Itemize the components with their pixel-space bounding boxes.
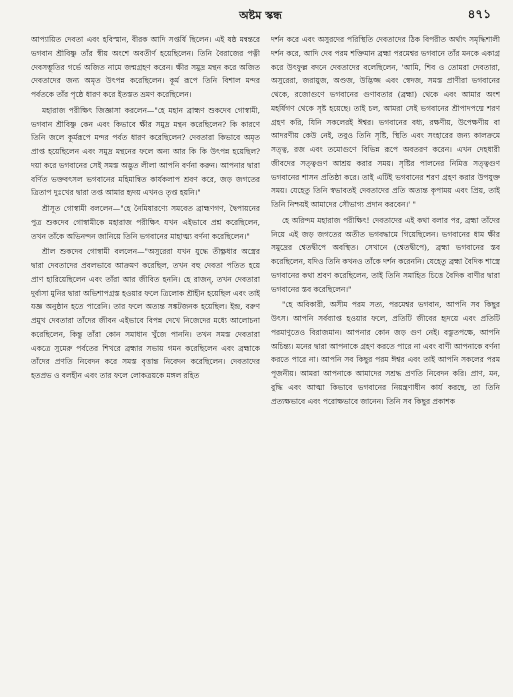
- paragraph: আপ্যায়িত দেবতা এবং হবিস্মান, বীরক আদি সপ্তর্ষি ছিলেন। এই ষষ্ঠ মন্বন্তরে ভগবান শ্রীবিষ্ণু তাঁর স্বীয় অংশে অবতীর্ণ হয়েছিলেন। তিনি বৈরাজের পত্নী দেবসম্ভূতির গর্ভে অজিত নামে জন্মগ্রহণ করেন। ক্ষীর সমুদ্র মন্থন করে অজিত দেবতাদের জন্য অমৃত উৎপন্ন করেছিলেন। কূর্ম রূপে তিনি বিশাল মন্দর পর্বতকে তাঁর পৃষ্ঠে ধারণ করে ইতস্তত ভ্রমণ করেছিলেন।: [31, 35, 260, 99]
- paragraph: মহারাজ পরীক্ষিৎ জিজ্ঞাসা করলেন—"হে মহান ব্রাহ্মণ শুকদেব গোস্বামী, ভগবান শ্রীবিষ্ণু কেন এবং কিভাবে ক্ষীর সমুদ্র মন্থন করেছিলেন? কি কারণে তিনি জলে কূর্মরূপে মন্দর পর্বত ধারণ করেছিলেন? দেবতারা কিভাবে অমৃত প্রাপ্ত হয়েছিলেন এবং সমুদ্র মন্থনের ফলে অন্য আর কি কি উৎপন্ন হয়েছিল? দয়া করে ভগবানের সেই সমস্ত অদ্ভুত লীলা আপনি বর্ণনা করুন। আপনার দ্বারা বর্ণিত ভক্তবৎসল ভগবানের মহিমান্বিত কার্যকলাপ শ্রবণ করে, জড় জগতের ত্রিতাপ দুঃখের দ্বারা তপ্ত আমার হৃদয় এখনও তৃপ্ত হয়নি।": [31, 105, 260, 198]
- page-header: [30, 4, 491, 24]
- right-column: [271, 33, 500, 688]
- page-number: ৪৭১: [467, 7, 491, 21]
- paragraph: দর্শন করে এবং অসুরদের পরিস্থিতি দেবতাদের ঠিক বিপরীত অর্থাৎ সমৃদ্ধিশালী দর্শন করে, আদি দেব পরম শক্তিমান ব্রহ্মা পরমেশ্বর ভগবানে তাঁর মনকে একাগ্র করে উৎফুল্ল বদনে দেবতাদের বলেছিলেন, 'আমি, শিব ও তোমরা দেবতারা, অসুরেরা, জরায়ুজ, অণ্ডজ, উদ্ভিজ্জ এবং স্বেদজ, সমস্ত প্রাণীরা ভগবানের থেকে, রজোগুণে ভগবানের গুণাবতার (ব্রহ্মা) থেকে এবং আমার অংশ মহর্ষিগণ থেকে সৃষ্ট হয়েছে। তাই চল, আমরা সেই ভগবানের শ্রীপাদপদ্মে শরণ গ্রহণ করি, যিনি সকলেরই ঈশ্বর। ভগবানের বধ্য, রক্ষণীয়, উপেক্ষণীয় বা আদরণীয় কেউ নেই, তবুও তিনি সৃষ্টি, স্থিতি এবং সংহারের জন্য কালক্রমে সত্ত্ব, রজ এবং তমোগুণে বিভিন্ন রূপে অবতরণ করেন। এখন দেহধারী জীবদের সত্ত্বগুণ আশ্রয় করার সময়। সৃষ্টির পালনের নিমিত্ত সত্ত্বগুণ ভগবানের শাসন প্রতিষ্ঠা করে। তাই এটিই ভগবানের শরণ গ্রহণ করার উপযুক্ত সময়। যেহেতু তিনি স্বভাবতই দেবতাদের প্রতি অত্যন্ত কৃপাময় এবং প্রিয়, তাই তিনি নিশ্চয়ই আমাদের সৌভাগ্য প্রদান করবেন।' ": [271, 35, 500, 209]
- running-head: অষ্টম স্কন্ধ: [239, 9, 282, 22]
- paragraph: "হে অবিকারী, অসীম পরম সত্য, পরমেশ্বর ভগবান, আপনি সব কিছুর উৎস। আপনি সর্বব্যাপ্ত হওয়ার ফলে, প্রতিটি জীবের হৃদয়ে এবং প্রতিটি পরমাণুতেও বিরাজমান। আপনার কোন জড় গুণ নেই। বস্তুতপক্ষে, আপনি অচিন্ত্য। মনের দ্বারা আপনাকে গ্রহণ করতে পারে না এবং বাণী আপনাকে বর্ণনা করতে পারে না। আপনি সব কিছুর পরম ঈশ্বর এবং তাই আপনি সকলের পরম পূজনীয়। আমরা আপনাকে আমাদের সশ্রদ্ধ প্রণতি নিবেদন করি। প্রাণ, মন, বুদ্ধি এবং আত্মা কিভাবে ভগবানের নিয়ন্ত্রণাধীন কার্য করছে, তা তিনি প্রত্যক্ষভাবে এবং পরোক্ষভাবে জানেন। তিনি সব কিছুর প্রকাশক: [271, 300, 500, 406]
- paragraph: শ্রীসূত গোস্বামী বললেন—"হে নৈমিষারণ্যে সমবেত ব্রাহ্মণগণ, দ্বৈপায়নের পুত্র শুকদেব গোস্বামীকে মহারাজ পরীক্ষিৎ যখন এইভাবে প্রশ্ন করেছিলেন, তখন তাঁকে অভিনন্দন জানিয়ে তিনি ভগবানের মাহাত্ম্য বর্ণনা করেছিলেন।": [31, 204, 260, 241]
- left-column: [31, 33, 260, 688]
- paragraph: শ্রীল শুকদেব গোস্বামী বললেন—"অসুরেরা যখন যুদ্ধে তীক্ষ্ণধার অস্ত্রের দ্বারা দেবতাদের প্রবলভাবে আক্রমণ করেছিল, তখন বহু দেবতা পতিত হয়ে প্রাণ হারিয়েছিলেন এবং তাঁরা আর জীবিত হননি। হে রাজন্, তখন দেবতারা দুর্বাসা মুনির দ্বারা অভিশাপগ্রস্ত হওয়ার ফলে ত্রিলোক শ্রীহীন হয়েছিল এবং তাই যজ্ঞ অনুষ্ঠান হতে পারেনি। তার ফলে অত্যন্ত সঙ্কটজনক হয়েছিল। ইন্দ্র, বরুণ প্রমুখ দেবতারা তাঁদের জীবন এইভাবে বিপন্ন দেখে নিজেদের মধ্যে আলোচনা করেছিলেন, কিন্তু তাঁরা কোন সমাধান খুঁজে পাননি। তখন সমস্ত দেবতারা একত্রে সুমেরু পর্বতের শিখরে ব্রহ্মার সভায় গমন করেছিলেন এবং ব্রহ্মাকে তাঁদের প্রণতি নিবেদন করে সমস্ত বৃত্তান্ত নিবেদন করেছিলেন। দেবতাদের হতপ্রভ ও বলহীন এবং তার ফলে লোকত্রয়কে মঙ্গল রহিত: [31, 247, 260, 380]
- paragraph: হে অরিন্দম মহারাজ পরীক্ষিৎ! দেবতাদের এই কথা বলার পর, ব্রহ্মা তাঁদের নিয়ে এই জড় জগতের অতীত ভগবদ্ধামে গিয়েছিলেন। ভগবানের ধাম ক্ষীর সমুদ্রের শ্বেতদ্বীপে অবস্থিত। সেখানে (শ্বেতদ্বীপে), ব্রহ্মা ভগবানের স্তব করেছিলেন, যদিও তিনি কখনও তাঁকে দর্শন করেননি। যেহেতু ব্রহ্মা বৈদিক শাস্ত্রে ভগবানের কথা শ্রবণ করেছিলেন, তাই তিনি সমাহিত চিত্তে বৈদিক বাণীর দ্বারা ভগবানের স্তব করেছিলেন।": [271, 215, 500, 294]
